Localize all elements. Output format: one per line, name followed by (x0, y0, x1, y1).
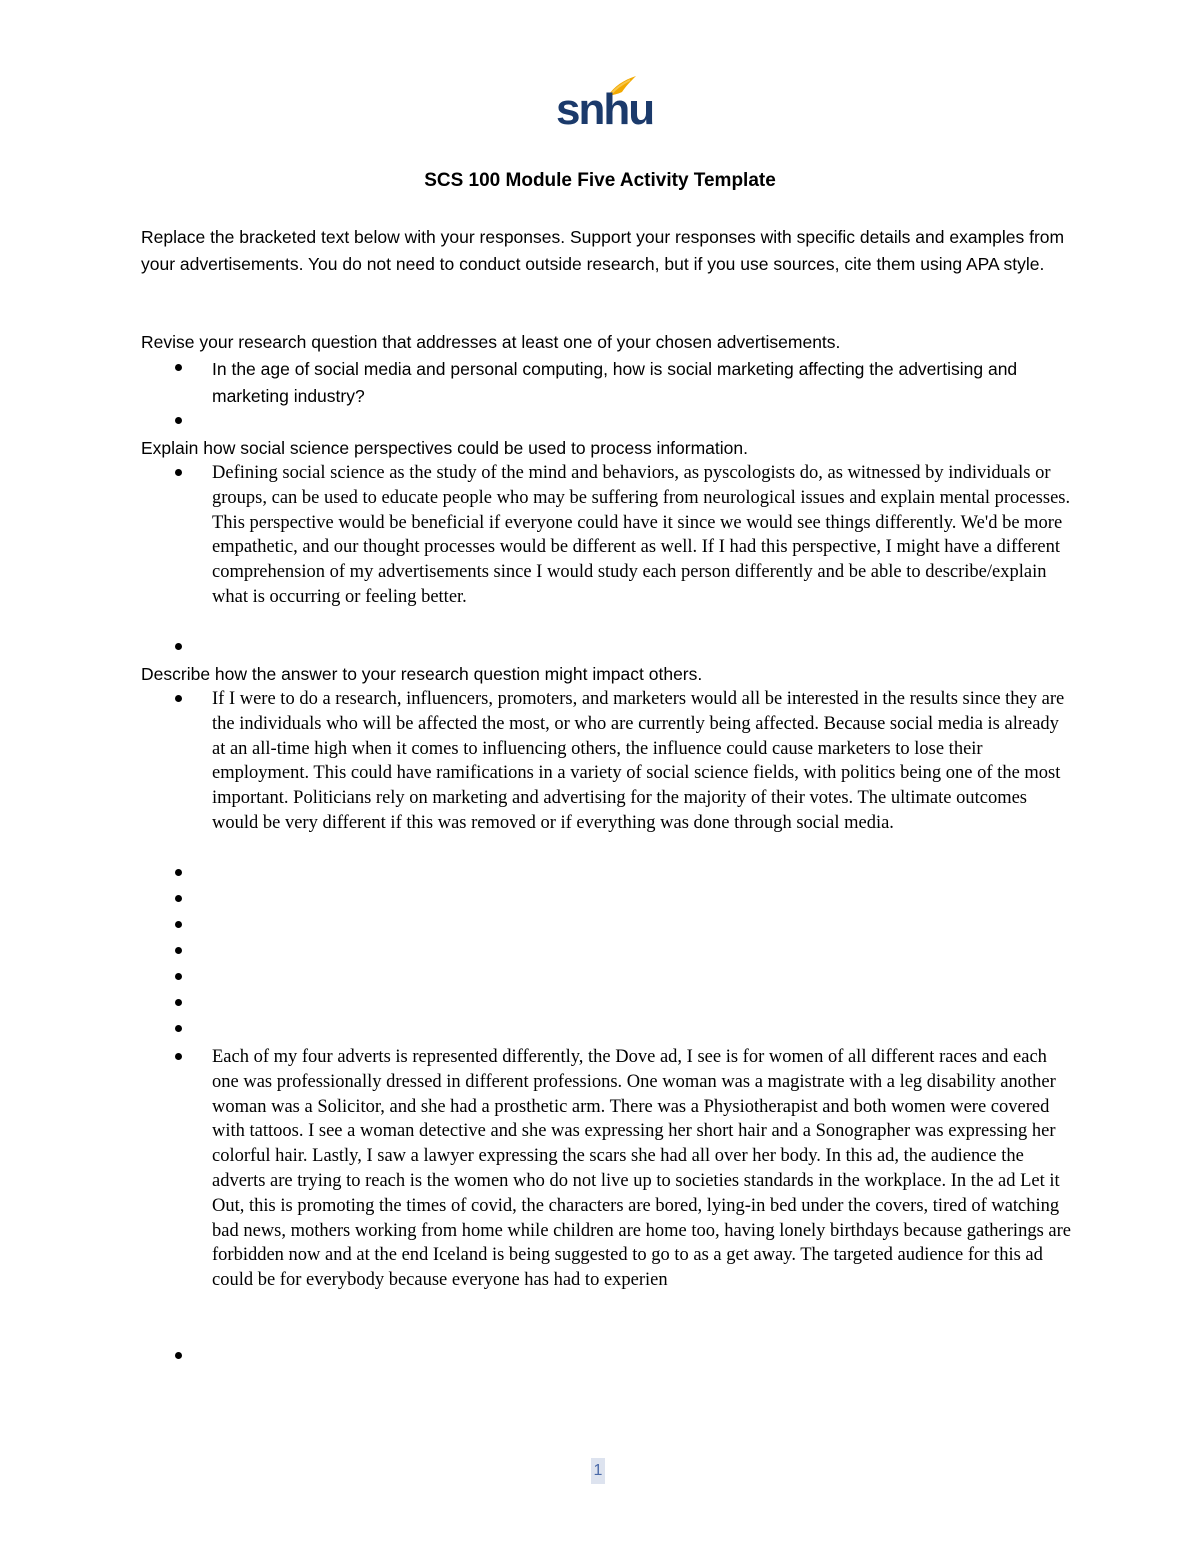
bullet-icon (175, 1053, 185, 1063)
logo-text: snhu (556, 85, 654, 134)
bullet-icon (175, 895, 185, 905)
bullet-icon (175, 947, 185, 957)
page-number: 1 (591, 1458, 605, 1484)
bullet-icon (175, 999, 185, 1009)
instructions-paragraph: Replace the bracketed text below with your responses. Support your responses with specific details and examples from your advertisements. You do not need to conduct outside research, but if you use sources, cite them using APA style. (141, 227, 1065, 274)
snhu-logo (556, 74, 654, 134)
section-heading-impact: Describe how the answer to your research question might impact others. (141, 664, 703, 684)
section-heading-research-question: Revise your research question that addresses at least one of your chosen advertisements. (141, 332, 841, 352)
bullet-icon (175, 1352, 185, 1362)
bullet-icon (175, 417, 185, 427)
list-item: If I were to do a research, influencers, promoters, and marketers would all be interested in the results since they are the individuals who will be affected the most, or who are currently being affected. Because social media is already at an all-time high when it comes to influencing others, the influence could cause marketers to lose their employment. This could have ramifications in a variety of social science fields, with politics being one of the most important. Politicians rely on marketing and advertising for the majority of their votes. The ultimate outcomes would be very different if this was removed or if everything was done through social media. (212, 689, 1065, 833)
bullet-icon (175, 364, 185, 374)
bullet-icon (175, 469, 185, 479)
bullet-icon (175, 1025, 185, 1035)
document-title: SCS 100 Module Five Activity Template (424, 170, 776, 191)
bullet-icon (175, 643, 185, 653)
section-heading-perspectives: Explain how social science perspectives could be used to process information. (141, 438, 748, 458)
bullet-icon (175, 973, 185, 983)
list-item: In the age of social media and personal computing, how is social marketing affecting the advertising and marketing industry? (212, 359, 1018, 406)
list-item: Each of my four adverts is represented differently, the Dove ad, I see is for women of all different races and each one was professionally dressed in different professions. One woman was a magistrate with a leg disability another woman was a Solicitor, and she had a prosthetic arm. There was a Physiotherapist and both women were covered with tattoos. I see a woman detective and she was expressing her short hair and a Sonographer was expressing her colorful hair. Lastly, I saw a lawyer expressing the scars she had all over her body. In this ad, the audience the adverts are trying to reach is the women who do not live up to societies standards in the workplace. In the ad Let it Out, this is promoting the times of covid, the characters are bored, lying-in bed under the covers, tired of watching bad news, mothers working from home while children are home too, having lonely birthdays because gatherings are forbidden now and at the end Iceland is being suggested to go to as a get away. The targeted audience for this ad could be for everybody because everyone has had to experien (212, 1047, 1071, 1291)
bullet-icon (175, 921, 185, 931)
bullet-icon (175, 869, 185, 879)
bullet-icon (175, 695, 185, 705)
list-item: Defining social science as the study of the mind and behaviors, as pyscologists do, as witnessed by individuals or groups, can be used to educate people who may be suffering from neurological issues and explain mental processes. This perspective would be beneficial if everyone could have it since we would see things differently. We'd be more empathetic, and our thought processes would be different as well. If I had this perspective, I might have a different comprehension of my advertisements since I would study each person differently and be able to describe/explain what is occurring or feeling better. (212, 463, 1071, 607)
